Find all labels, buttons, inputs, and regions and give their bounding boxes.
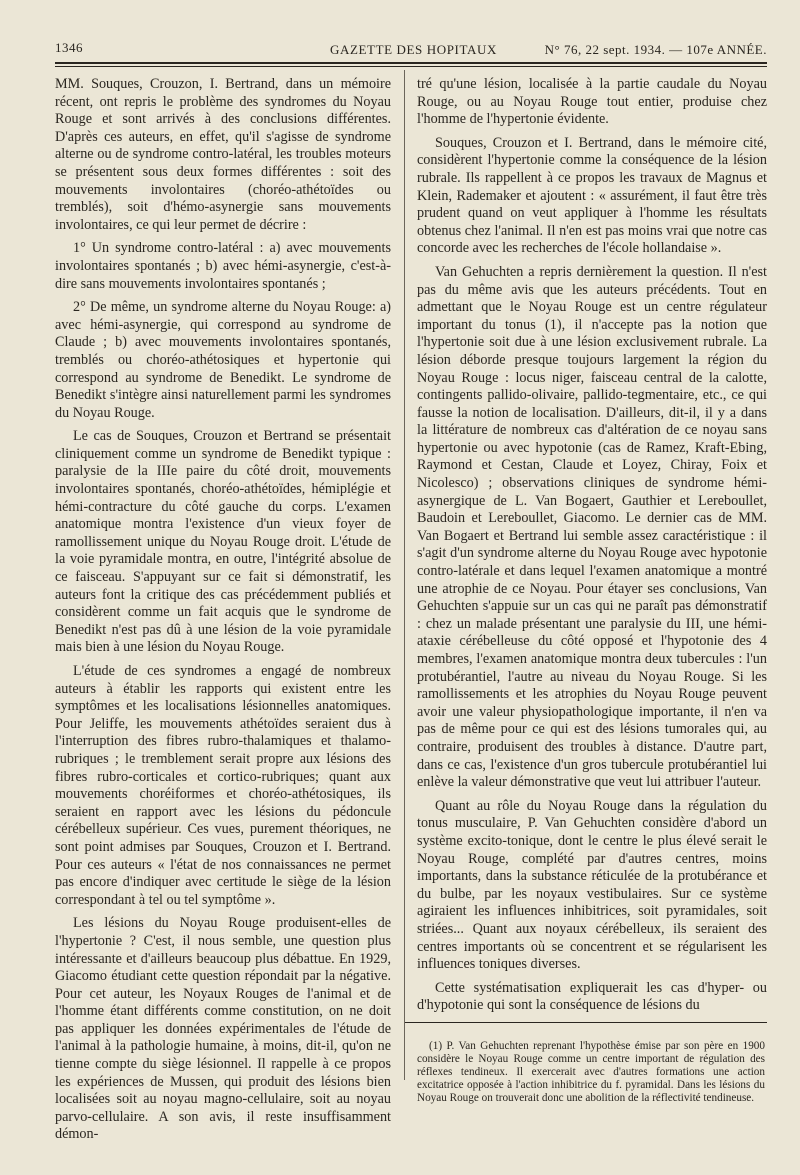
page-number: 1346: [55, 40, 83, 55]
footnote-text: (1) P. Van Gehuchten reprenant l'hypothèse émise par son père en 1900 considère le Noyau Rouge comme un centre important de régulation des réflexes tendineux. Il exercerait avec d'autres formations une action excitatrice opposée à l'action inhibitrice du f. pyramidal. Dans les lésions du Noyau Rouge on trouverait donc une abolition de la réflectivité tendineuse.: [417, 1040, 765, 1104]
paragraph: 1° Un syndrome contro-latéral : a) avec mouvements involontaires spontanés ; b) avec hémi-asynergie, c'est-à-dire sans mouvements involontaires spontanés ;: [55, 240, 391, 292]
paragraph: 2° De même, un syndrome alterne du Noyau Rouge: a) avec hémi-asynergie, qui correspond au syndrome de Claude ; b) avec mouvements involontaires spontanés, tremblés ou choréo-athétosiques et hypertonie qui correspond au syndrome de Benedikt. Le syndrome de Benedikt s'intègre ainsi naturellement parmi les syndromes du Noyau Rouge.: [55, 299, 391, 421]
paragraph: Les lésions du Noyau Rouge produisent-elles de l'hypertonie ? C'est, il nous semble, une question plus intéressante et d'ailleurs beaucoup plus débattue. En 1929, Giacomo étudiant cette question répondait par la négative. Pour cet auteur, les Noyaux Rouges de l'animal et de l'homme étant différents comme constitution, on ne doit pas appliquer les données expérimentales de l'étude de l'animal à la pathologie humaine, à moins, dit-il, qu'on ne tienne compte du siège lésionnel. Il rappelle à ce propos les expériences de Mussen, qui produit des lésions bien localisées soit au noyau magno-cellulaire, soit au noyau parvo-cellulaire. A son avis, il reste insuffisamment démon-: [55, 915, 391, 1143]
right-column: [417, 76, 767, 1021]
issue-info: N° 76, 22 sept. 1934. — 107e ANNÉE.: [544, 42, 767, 57]
header-rule-thin: [55, 66, 767, 67]
paragraph: Quant au rôle du Noyau Rouge dans la régulation du tonus musculaire, P. Van Gehuchten considère d'abord un système excito-tonique, dont le centre le plus élevé serait le Noyau Rouge, complété par d'autres centres, moins importants, dans la substance réticulée de la protubérance et du bulbe, par les noyaux vestibulaires. Sur ce système agiraient les influences inhibitrices, soit pyramidales, soit striées... Quant aux noyaux cérébelleux, ils seraient des centres importants où se concentrent et se régularisent les influences toniques diverses.: [417, 797, 767, 973]
paragraph: Le cas de Souques, Crouzon et Bertrand se présentait cliniquement comme un syndrome de Benedikt typique : paralysie de la IIIe paire du côté droit, mouvements involontaires spontanés, choréo-athétoïdes, hémiplégie et hémi-contracture du côté gauche du corps. L'examen anatomique montra l'existence d'un vieux foyer de ramollissement unique du Noyau Rouge droit. L'étude de la voie pyramidale montra, en outre, l'intégrité absolue de ce faisceau. S'appuyant sur ce fait si démonstratif, les auteurs font la critique des cas précédemment publiés et considèrent comme un fait acquis que le syndrome de Benedikt n'est pas dû à une lésion de la voie pyramidale mais bien à une lésion du Noyau Rouge.: [55, 428, 391, 656]
paragraph: Souques, Crouzon et I. Bertrand, dans le mémoire cité, considèrent l'hypertonie comme la conséquence de la lésion rubrale. Ils rappellent à ce propos les travaux de Magnus et Klein, Rademaker et ajoutent : « assurément, il faut être très prudent quand on veut appliquer à l'homme les résultats obtenus chez l'animal. Il n'en est pas moins vrai que notre cas concorde avec les recherches de l'école hollandaise ».: [417, 134, 767, 257]
paragraph: Van Gehuchten a repris dernièrement la question. Il n'est pas du même avis que les auteurs précédents. Tout en admettant que le Noyau Rouge est un centre régulateur important du tonus (1), il n'accepte pas la notion que l'hypertonie soit due à une lésion exclusivement rubrale. La lésion déborde presque toujours largement la région du Noyau Rouge : locus niger, faisceau central de la calotte, contingents pallido-olivaire, pallido-tegmentaire, etc., ce qui fausse la notion de localisation. D'ailleurs, dit-il, il y a dans la littérature de nombreux cas d'altération de ce noyau sans hypertonie ou avec hypotonie (cas de Ramez, Kraft-Ebing, Raymond et Cestan, Claude et Loyez, Chiray, Foix et Nicolesco) ; observations cliniques de syndrome hémi-asynergique de L. Van Bogaert, Gauthier et Lereboullet, Baudoin et Lereboullet, Giacomo. Le dernier cas de MM. Van Bogaert et Bertrand lui semble assez caractéristique : il s'agit d'un syndrome alterne du Noyau Rouge avec hypotonie contro-latérale et dans lequel l'examen anatomique a montré une atrophie de ce Noyau. Pour étayer ses conclusions, Van Gehuchten s'appuie sur un cas qui ne paraît pas démonstratif : chez un malade présentant une paralysie du III, une hémi-ataxie cérébelleuse du côté opposé et l'hypotonie des 4 membres, l'examen anatomique montra deux tubercules : l'un protubérantiel, l'autre au niveau du Noyau Rouge. Si les ramollissements et les atrophies du Noyau Rouge peuvent avoir une valeur physiopathologique importante, il n'en va pas de même pour ce qui est des lésions tumorales qui, au contraire, produisent des troubles à distance. D'autre part, dans ce cas, l'existence d'un gros tubercule protubérantiel lui enlève la valeur démonstrative que veut lui attribuer l'auteur.: [417, 263, 767, 791]
page-header: [55, 38, 767, 60]
left-column: [55, 76, 391, 1150]
paragraph: L'étude de ces syndromes a engagé de nombreux auteurs à établir les rapports qui existent entre les symptômes et les localisations lésionnelles anatomiques. Pour Jeliffe, les mouvements athétoïdes seraient dus à l'interruption des fibres rubro-thalamiques et thalamo-rubriques ; le tremblement serait propre aux lésions des fibres rubro-corticales et cortico-rubriques; quant aux mouvements choréiformes et choréo-athétosiques, ils seraient en rapport avec les lésions du pédoncule cérébelleux supérieur. Ces vues, purement théoriques, ne sont point admises par Souques, Crouzon et I. Bertrand. Pour ces auteurs « l'état de nos connaissances ne permet pas encore d'indiquer avec certitude le siège de la lésion correspondant à tel ou tel symptôme ».: [55, 663, 391, 908]
paragraph: Cette systématisation expliquerait les cas d'hyper- ou d'hypotonie qui sont la conséquence de lésions du: [417, 979, 767, 1014]
journal-title: GAZETTE DES HOPITAUX: [330, 42, 497, 57]
paragraph: MM. Souques, Crouzon, I. Bertrand, dans un mémoire récent, ont repris le problème des syndromes du Noyau Rouge et sont arrivés à des conclusions différentes. D'après ces auteurs, en effet, qu'il s'agisse de syndrome alterne ou de syndrome contro-latéral, les troubles moteurs se présentent sous deux formes différentes : soit des mouvements involontaires (choréo-athétoïdes ou tremblés), soit d'hémo-asynergie sans mouvements involontaires, ce qui leur permet de décrire :: [55, 76, 391, 233]
paragraph: tré qu'une lésion, localisée à la partie caudale du Noyau Rouge, ou au Noyau Rouge tout entier, produise chez l'homme de l'hypertonie évidente.: [417, 76, 767, 128]
footnote-rule: [405, 1022, 767, 1023]
column-divider: [404, 70, 405, 1080]
header-rule: [55, 62, 767, 64]
footnote: [417, 1040, 765, 1105]
